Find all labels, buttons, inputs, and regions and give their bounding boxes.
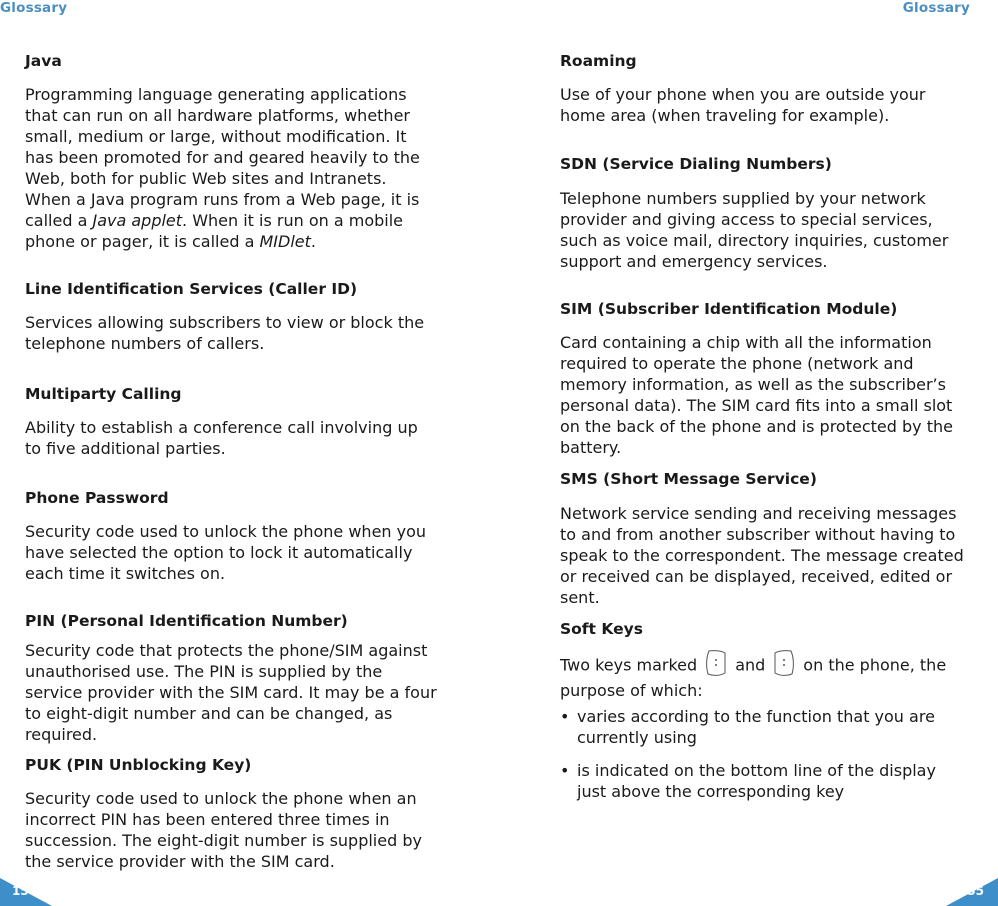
def-lis: Services allowing subscribers to view or block the telephone numbers of callers. bbox=[25, 313, 425, 353]
term-puk: PUK (PIN Unblocking Key) bbox=[25, 756, 252, 774]
page-number-right: 155 bbox=[958, 884, 984, 898]
def-soft-keys bbox=[560, 652, 972, 701]
term-multiparty: Multiparty Calling bbox=[25, 385, 182, 403]
term-sdn: SDN (Service Dialing Numbers) bbox=[560, 155, 832, 173]
soft-keys-bullet-1 bbox=[560, 706, 960, 748]
term-roaming: Roaming bbox=[560, 52, 637, 70]
def-java-italic-1: Java applet bbox=[92, 211, 183, 230]
bullet-dot: • bbox=[560, 761, 570, 780]
def-sdn: Telephone numbers supplied by your network provider and giving access to special services, such as voice mail, directory inquiries, customer support and emergency services. bbox=[560, 189, 949, 271]
term-sim: SIM (Subscriber Identification Module) bbox=[560, 300, 898, 318]
def-java bbox=[25, 84, 437, 252]
def-java-italic-2: MIDlet bbox=[259, 232, 311, 251]
bullet-dot: • bbox=[560, 707, 570, 726]
def-puk: Security code used to unlock the phone when an incorrect PIN has been entered three times in succession. The eight-digit number is supplied by the service provider with the SIM card. bbox=[25, 789, 422, 871]
bullet-text: is indicated on the bottom line of the display just above the corresponding key bbox=[577, 761, 936, 801]
def-sim: Card containing a chip with all the information required to operate the phone (network and memory information, as well as the subscriber’s personal data). The SIM card fits into a small slot on the back of the phone and is protected by the battery. bbox=[560, 333, 953, 457]
def-multiparty: Ability to establish a conference call involving up to five additional parties. bbox=[25, 418, 418, 458]
bullet-text: varies according to the function that you are currently using bbox=[577, 707, 935, 747]
term-pin: PIN (Personal Identification Number) bbox=[25, 612, 348, 630]
soft-keys-text-1: Two keys marked bbox=[560, 655, 698, 675]
term-soft-keys: Soft Keys bbox=[560, 620, 643, 638]
def-java-text-2: . When it is run on a mobile phone or pager, it is called a bbox=[25, 211, 404, 251]
header-left: Glossary bbox=[0, 0, 68, 16]
page-number-left: 154 bbox=[12, 884, 38, 898]
term-phone-password: Phone Password bbox=[25, 489, 169, 507]
left-soft-key-icon bbox=[705, 649, 727, 677]
soft-keys-text-2: and bbox=[735, 655, 766, 675]
def-java-text-1: Programming language generating applications that can run on all hardware platforms, whether small, medium or large, without modification. It has been promoted for and geared heavily to the Web, both for public Web sites and Intranets. When a Java program runs from a Web page, it is called a bbox=[25, 85, 420, 230]
term-lis: Line Identification Services (Caller ID) bbox=[25, 280, 358, 298]
header-right: Glossary bbox=[902, 0, 970, 16]
def-sms: Network service sending and receiving messages to and from another subscriber without having to speak to the correspondent. The message created or received can be displayed, received, edited or sent. bbox=[560, 504, 964, 607]
term-sms: SMS (Short Message Service) bbox=[560, 470, 817, 488]
soft-keys-bullet-2 bbox=[560, 760, 960, 802]
soft-keys-text-3: on the phone, the purpose of which: bbox=[560, 655, 947, 700]
term-java: Java bbox=[25, 52, 62, 70]
def-java-text-3: . bbox=[310, 232, 316, 251]
right-soft-key-icon bbox=[773, 649, 795, 677]
def-phone-password: Security code used to unlock the phone when you have selected the option to lock it automatically each time it switches on. bbox=[25, 522, 427, 583]
def-roaming: Use of your phone when you are outside your home area (when traveling for example). bbox=[560, 85, 926, 125]
def-pin: Security code that protects the phone/SIM against unauthorised use. The PIN is supplied by the service provider with the SIM card. It may be a four to eight-digit number and can be changed, as required. bbox=[25, 641, 437, 744]
